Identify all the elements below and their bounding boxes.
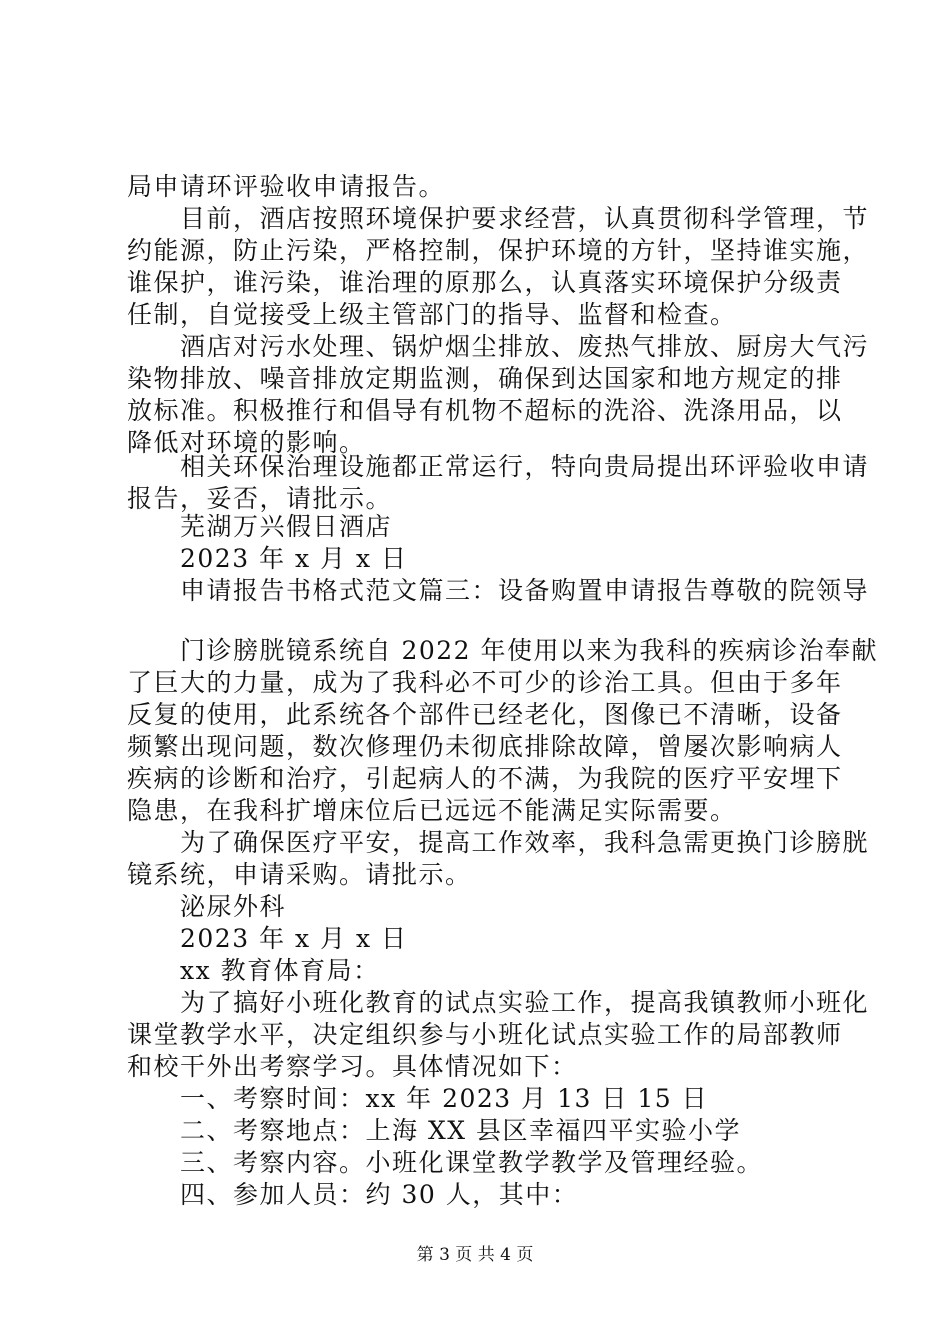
- text-line: xx 教育体育局：: [180, 956, 380, 985]
- text-line: 和校干外出考察学习。具体情况如下：: [127, 1052, 578, 1081]
- text-line: 芜湖万兴假日酒店: [180, 512, 393, 541]
- text-line: 酒店对污水处理、锅炉烟尘排放、废热气排放、厨房大气污: [180, 332, 870, 361]
- text-line: 局申请环评验收申请报告。: [127, 172, 446, 201]
- text-line: 谁保护，谁污染，谁治理的原那么，认真落实环境保护分级责: [127, 268, 843, 297]
- text-line: 降低对环境的影响。: [127, 428, 366, 457]
- text-line: 门诊膀胱镜系统自 2022 年使用以来为我科的疾病诊治奉献: [180, 636, 879, 665]
- text-line: 为了搞好小班化教育的试点实验工作，提高我镇教师小班化: [180, 988, 870, 1017]
- text-line: 为了确保医疗平安，提高工作效率，我科急需更换门诊膀胱: [180, 828, 870, 857]
- text-line: 放标准。积极推行和倡导有机物不超标的洗浴、洗涤用品，以: [127, 396, 843, 425]
- page-footer: 第 3 页 共 4 页: [416, 1245, 534, 1265]
- text-line: 疾病的诊断和治疗，引起病人的不满，为我院的医疗平安埋下: [127, 764, 843, 793]
- text-line: 隐患，在我科扩增床位后已远远不能满足实际需要。: [127, 796, 737, 825]
- text-line: 2023 年 x 月 x 日: [180, 924, 408, 953]
- text-line: 目前，酒店按照环境保护要求经营，认真贯彻科学管理，节: [180, 204, 870, 233]
- text-line: 泌尿外科: [180, 892, 287, 921]
- text-line: 镜系统，申请采购。请批示。: [127, 860, 472, 889]
- text-line: 了巨大的力量，成为了我科必不可少的诊治工具。但由于多年: [127, 668, 843, 697]
- text-line: 频繁出现问题，数次修理仍未彻底排除故障，曾屡次影响病人: [127, 732, 843, 761]
- text-line: 相关环保治理设施都正常运行，特向贵局提出环评验收申请: [180, 452, 870, 481]
- text-line: 课堂教学水平，决定组织参与小班化试点实验工作的局部教师: [127, 1020, 843, 1049]
- text-line: 申请报告书格式范文篇三：设备购置申请报告尊敬的院领导: [180, 576, 870, 605]
- text-line: 四、参加人员：约 30 人，其中：: [180, 1180, 579, 1209]
- text-line: 染物排放、噪音排放定期监测，确保到达国家和地方规定的排: [127, 364, 843, 393]
- text-line: 反复的使用，此系统各个部件已经老化，图像已不清晰，设备: [127, 700, 843, 729]
- text-line: 二、考察地点：上海 XX 县区幸福四平实验小学: [180, 1116, 741, 1145]
- text-line: 一、考察时间：xx 年 2023 月 13 日 15 日: [180, 1084, 709, 1113]
- text-line: 任制，自觉接受上级主管部门的指导、监督和检查。: [127, 300, 737, 329]
- text-line: 2023 年 x 月 x 日: [180, 544, 408, 573]
- text-line: 约能源，防止污染，严格控制，保护环境的方针，坚持谁实施，: [127, 236, 870, 265]
- text-line: 三、考察内容。小班化课堂教学教学及管理经验。: [180, 1148, 764, 1177]
- text-line: 报告，妥否，请批示。: [127, 484, 393, 513]
